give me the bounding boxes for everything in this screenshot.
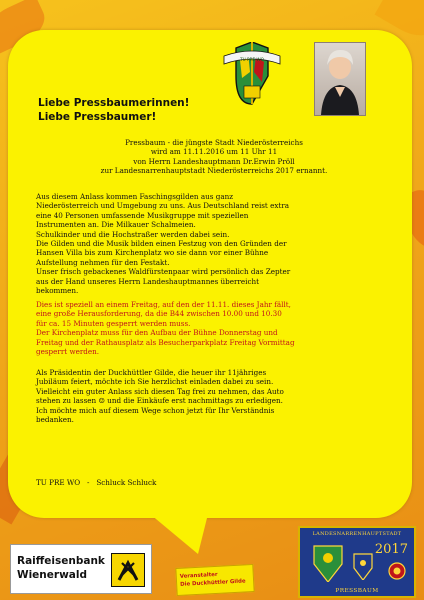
paragraph-line: stehen zu lassen ☺ und die Einkäufe erst nachmittags zu erledigen.: [36, 396, 283, 406]
paragraph-line: bedanken.: [36, 415, 74, 425]
notice-line: Der Kirchenplatz muss für den Aufbau der Bühne Donnerstag und: [36, 328, 278, 338]
paragraph-line: Hansen Villa bis zum Kirchenplatz wo sie dann vor einer Bühne: [36, 248, 269, 258]
notice-line: für ca. 15 Minuten gesperrt werden muss.: [36, 318, 191, 328]
paragraph-line: Jubiläum feiert, möchte ich Sie herzlichst einladen dabei zu sein.: [36, 377, 274, 387]
paragraph-line: Als Präsidentin der Duckhüttler Gilde, die heuer ihr 11jähriges: [36, 368, 267, 377]
crest-banner-text: TU PRE WO: [240, 57, 264, 62]
raiffeisenbank-logo: [10, 544, 152, 594]
closing-signoff: TU PRE WO - Schluck Schluck: [36, 478, 157, 487]
paragraph-line: Aus diesem Anlass kommen Faschingsgilden aus ganz: [36, 192, 234, 201]
bank-name-line-1: Raiffeisenbank: [17, 555, 105, 567]
bank-name: [17, 554, 105, 582]
intro-line: Pressbaum - die jüngste Stadt Niederösterreichs: [125, 138, 303, 147]
intro-line: zur Landesnarrenhauptstadt Niederösterreichs 2017 ernannt.: [100, 166, 328, 176]
notice-line: gesperrt werden.: [36, 347, 100, 357]
greeting-line-2: Liebe Pressbaumer!: [38, 111, 157, 123]
paragraph-line: Schulkinder und die Hochstraßer werden dabei sein.: [36, 229, 230, 239]
paragraph-event-description: [36, 192, 396, 295]
badge-shield-icon: [352, 552, 374, 580]
president-portrait: [314, 42, 366, 116]
paragraph-line: Instrumenten an. Die Milkauer Schalmeien.: [36, 220, 196, 230]
paragraph-line: Aufstellung nehmen für den Festakt.: [36, 257, 170, 267]
badge-medal-icon: [388, 562, 406, 580]
paragraph-line: aus der Hand unseres Herrn Landeshauptmannes überreicht: [36, 276, 259, 286]
raiffeisen-gable-cross-icon: [111, 553, 145, 587]
portrait-image: [315, 43, 365, 115]
paragraph-line: eine 40 Personen umfassende Musikgruppe mit speziellen: [36, 210, 249, 220]
organizer-line-1: Veranstalter: [179, 571, 218, 580]
paragraph-road-closure-notice: [36, 300, 396, 356]
intro-announcement: [36, 138, 392, 176]
paragraph-line: Vielleicht ein guter Anlass sich diesen Tag frei zu nehmen, das Auto: [36, 386, 284, 396]
speech-bubble-tail: [150, 514, 208, 554]
greeting-heading: [38, 96, 189, 124]
paragraph-line: Unser frisch gebackenes Waldfürstenpaar wird persönlich das Zepter: [36, 267, 291, 277]
badge-title: LANDESNARRENHAUPTSTADT: [312, 531, 402, 537]
intro-line: von Herrn Landeshauptmann Dr.Erwin Pröll: [133, 156, 295, 166]
badge-city: PRESSBAUM: [335, 588, 379, 594]
organizer-label: [175, 564, 254, 596]
greeting-line-1: Liebe Pressbaumerinnen!: [38, 97, 190, 109]
paragraph-line: Die Gilden und die Musik bilden einen Festzug von den Gründen der: [36, 239, 287, 249]
paragraph-line: Niederösterreich und Umgebung zu uns. Aus Deutschland reist extra: [36, 201, 290, 211]
notice-line: Dies ist speziell an einem Freitag, auf den der 11.11. dieses Jahr fällt,: [36, 300, 291, 309]
landesnarrenhauptstadt-badge: [298, 526, 416, 598]
bank-name-line-2: Wienerwald: [17, 569, 87, 581]
notice-line: eine große Herausforderung, da die B44 zwischen 10.00 und 10.30: [36, 309, 282, 319]
badge-crest-icon: [308, 542, 348, 582]
paragraph-line: bekommen.: [36, 286, 79, 296]
organizer-line-2: Die Duckhüttler Gilde: [180, 578, 246, 588]
intro-line: wird am 11.11.2016 um 11 Uhr 11: [150, 147, 278, 157]
paragraph-invitation: [36, 368, 396, 424]
notice-line: Freitag und der Rathausplatz als Besucherparkplatz Freitag Vormittag: [36, 337, 295, 347]
gilde-crest-icon: [222, 42, 282, 108]
badge-year: 2017: [374, 542, 408, 557]
paragraph-line: Ich möchte mich auf diesem Wege schon jetzt für Ihr Verständnis: [36, 405, 275, 415]
